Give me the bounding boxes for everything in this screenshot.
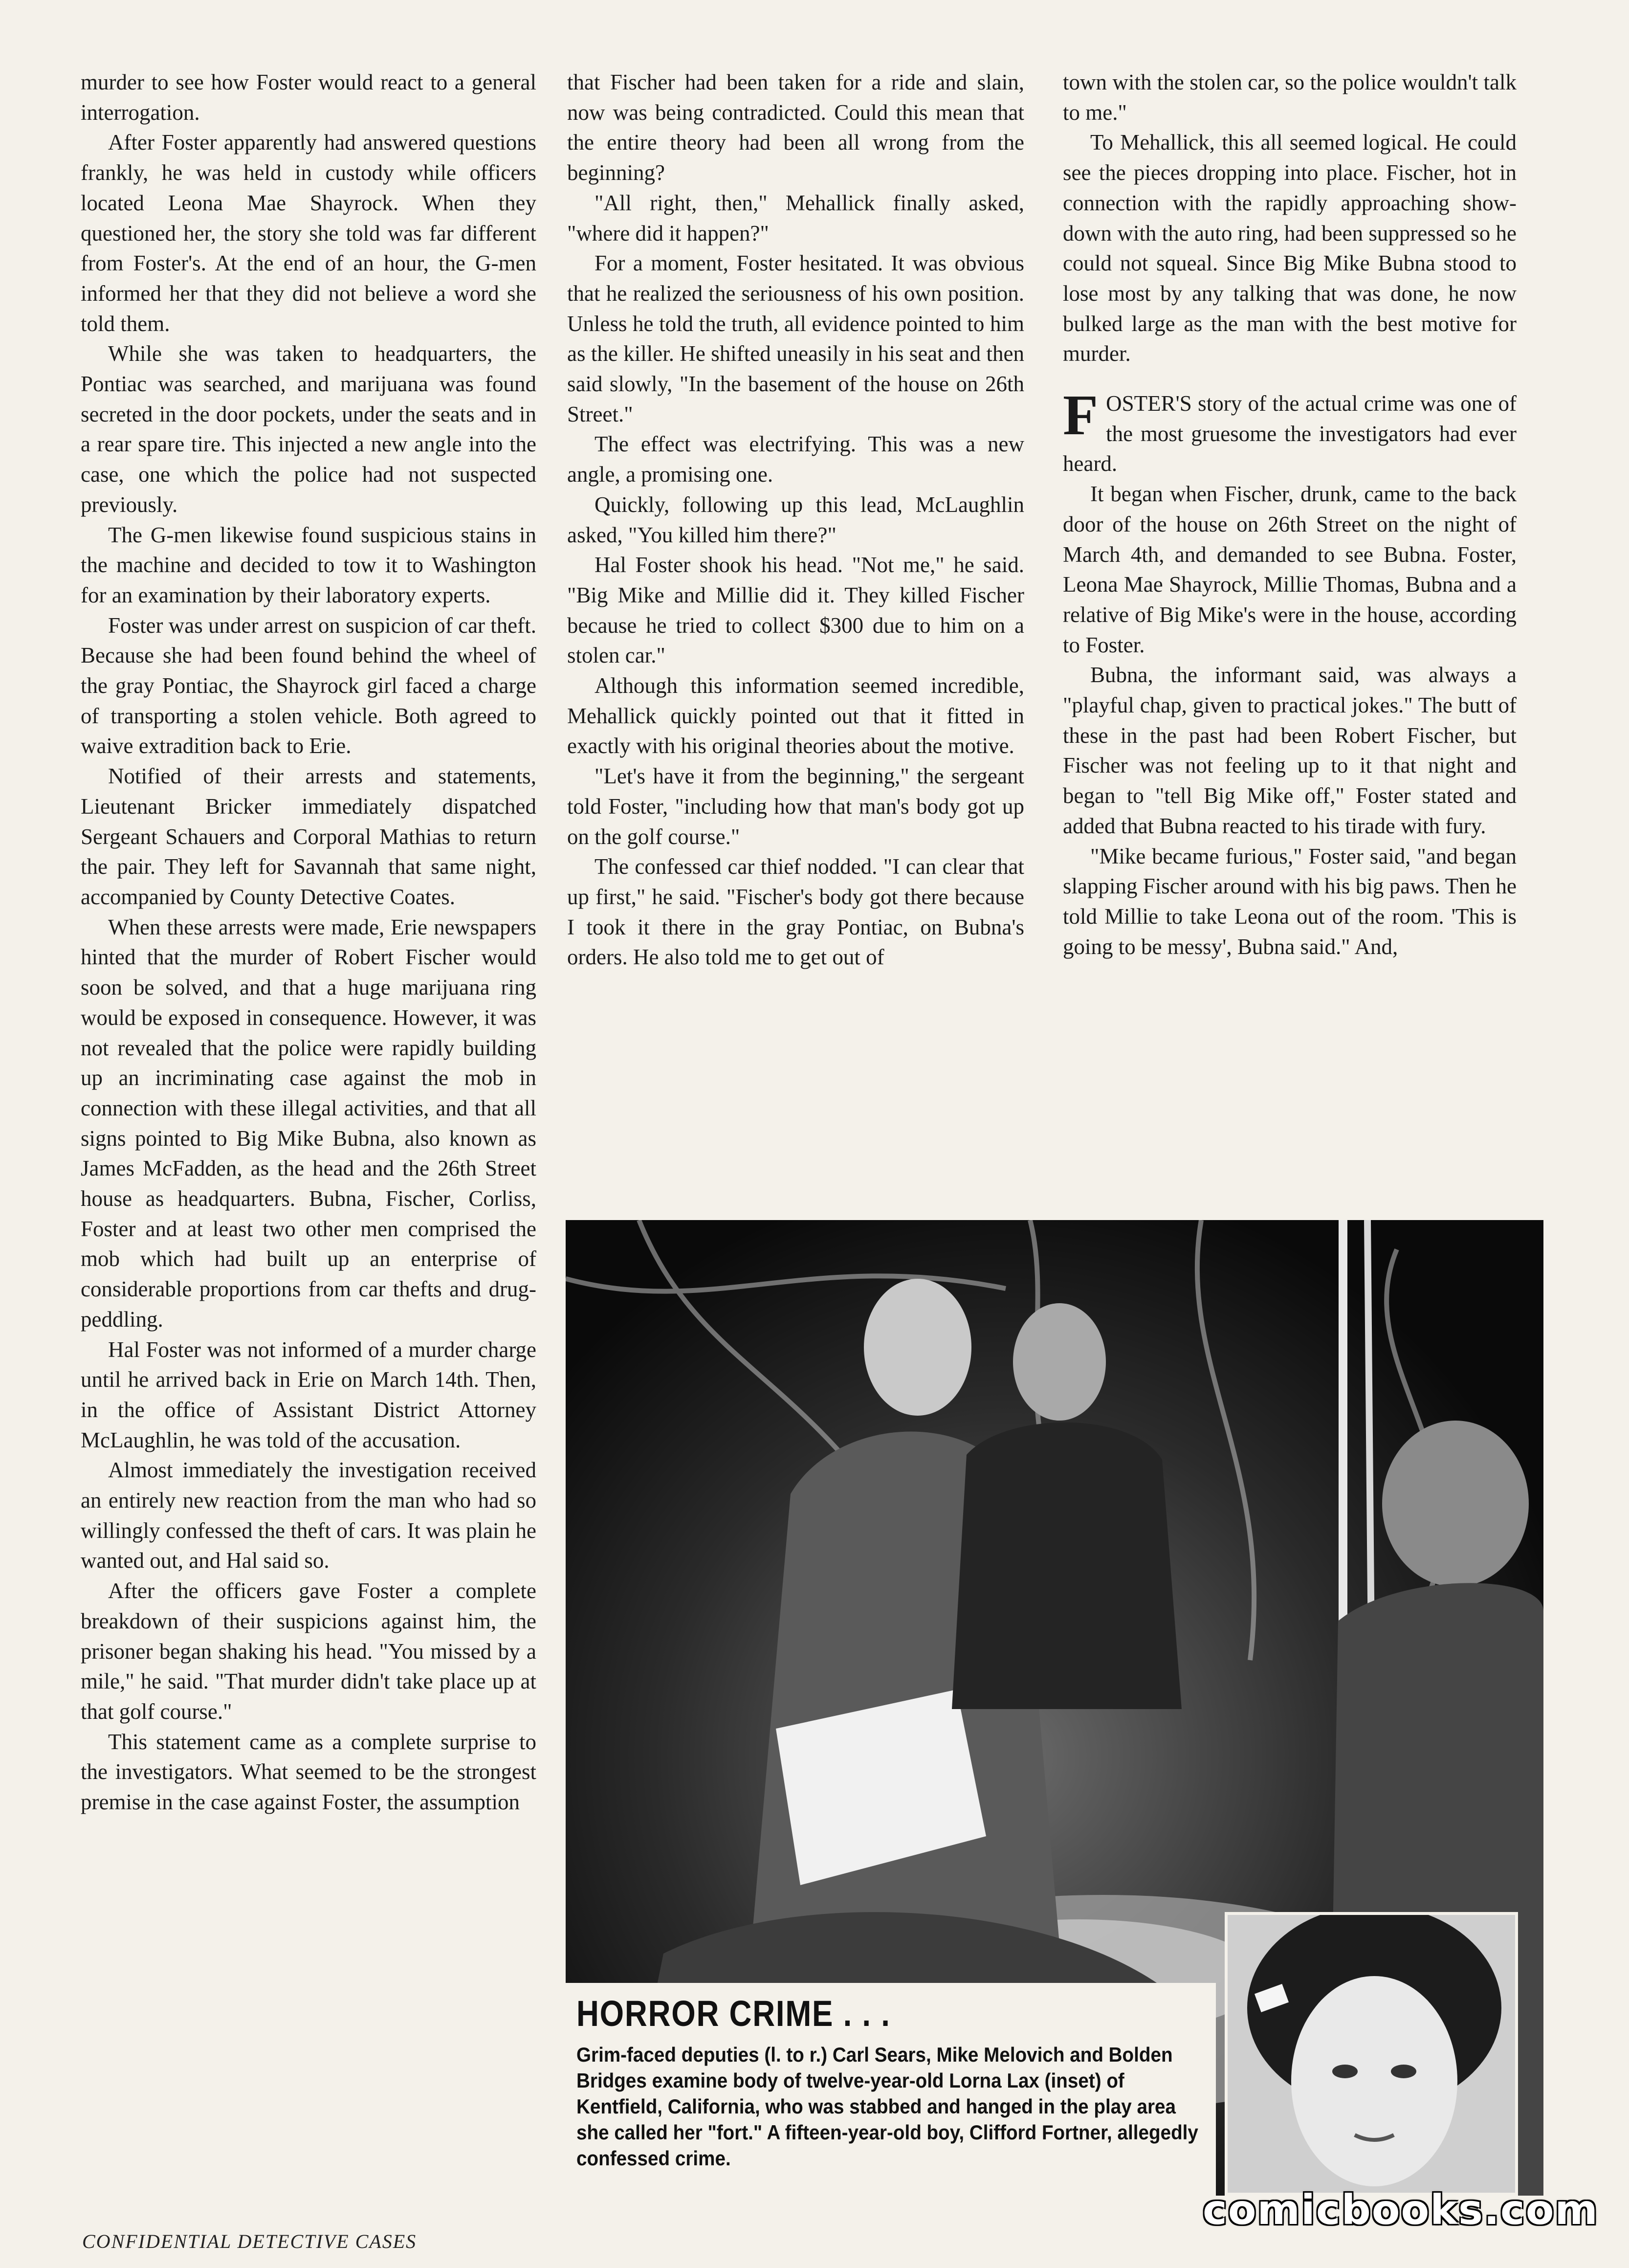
photo-caption-box bbox=[566, 1983, 1216, 2196]
paragraph: Bubna, the informant said, was always a "playful chap, given to practical jokes." The butt of these in the past had been Robert Fischer, but Fischer was not feeling up to it that night and began to "tell Big Mike off," Foster stated and added that Bubna reacted to his tirade with fury. bbox=[1063, 663, 1517, 838]
paragraph: The G-men likewise found suspicious stains in the machine and decided to tow it to Washington for an examination by their laboratory experts. bbox=[81, 522, 536, 607]
caption-text: Grim-faced deputies (l. to r.) Carl Sears, Mike Melovich and Bolden Bridges examine body of twelve-year-old Lorna Lax (inset) of Kentfield, California, who was stabbed and hanged in the play area she called her "fort." A fifteen-year-old boy, Clifford Fortner, allegedly confessed crime. bbox=[576, 2043, 1198, 2170]
paragraph: This statement came as a complete surprise to the investigators. What seemed to be the strongest premise in the case against Foster, the assumption bbox=[81, 1729, 536, 1815]
article-column-1 bbox=[81, 67, 536, 1818]
portrait-illustration bbox=[1228, 1915, 1515, 2193]
paragraph: "Let's have it from the beginning," the sergeant told Foster, "including how that man's body got up on the golf course." bbox=[567, 764, 1024, 849]
paragraph-text: story of the actual crime was one of the most gruesome the investigators had ever heard. bbox=[1063, 391, 1517, 476]
article-column-3 bbox=[1063, 67, 1517, 1153]
paragraph: Almost immediately the investigation received an entirely new reaction from the man who had so willingly confessed the theft of cars. It was plain he wanted out, and Hal said so. bbox=[81, 1458, 536, 1573]
paragraph: Although this information seemed incredible, Mehallick quickly pointed out that it fitted in exactly with his original theories about the motive. bbox=[567, 673, 1024, 758]
lead-word: OSTER'S bbox=[1106, 391, 1192, 416]
section-opening-paragraph bbox=[1063, 383, 1517, 479]
paragraph: "All right, then," Mehallick finally asked, "where did it happen?" bbox=[567, 190, 1024, 245]
publication-footer: CONFIDENTIAL DETECTIVE CASES bbox=[82, 2230, 417, 2252]
paragraph: that Fischer had been taken for a ride and slain, now was being contradicted. Could this mean that the entire theory had been all wrong from the beginning? bbox=[567, 70, 1024, 185]
paragraph: While she was taken to headquarters, the Pontiac was searched, and marijuana was found secreted in the door pockets, under the seats and in a rear spare tire. This injected a new angle into the case, one which the police had not suspected previously. bbox=[81, 341, 536, 517]
article-column-2 bbox=[567, 67, 1024, 1153]
paragraph: After the officers gave Foster a complete breakdown of their suspicions against him, the prisoner began shaking his head. "You missed by a mile," he said. "That murder didn't take place up at that golf course." bbox=[81, 1579, 536, 1724]
paragraph: Foster was under arrest on suspicion of car theft. Because she had been found behind the wheel of the gray Pontiac, the Shayrock girl faced a charge of transporting a stolen vehicle. Both agreed to waive extradition back to Erie. bbox=[81, 613, 537, 758]
paragraph: For a moment, Foster hesitated. It was obvious that he realized the seriousness of his own position. Unless he told the truth, all evidence pointed to him as the killer. He shifted uneasily in his seat and then said slowly, "In the basement of the house on 26th Street." bbox=[567, 251, 1024, 426]
paragraph: town with the stolen car, so the police wouldn't talk to me." bbox=[1063, 70, 1517, 125]
paragraph: Hal Foster shook his head. "Not me," he said. "Big Mike and Millie did it. They killed Fischer because he tried to collect $300 due to him on a stolen car." bbox=[567, 553, 1024, 668]
paragraph: It began when Fischer, drunk, came to the back door of the house on 26th Street on the night of March 4th, and demanded to see Bubna. Foster, Leona Mae Shayrock, Millie Thomas, Bubna and a relative of Big Mike's were in the house, according to Foster. bbox=[1063, 482, 1517, 657]
paragraph: murder to see how Foster would react to a general interrogation. bbox=[81, 70, 536, 125]
paragraph: Hal Foster was not informed of a murder charge until he arrived back in Erie on March 14th. Then, in the office of Assistant District Attorney McLaughlin, he was told of the accusation. bbox=[81, 1337, 536, 1452]
paragraph: When these arrests were made, Erie newspapers hinted that the murder of Robert Fischer would soon be solved, and that a huge marijuana ring would be exposed in consequence. However, it was not revealed that the police were rapidly building up an incriminating case against the mob in connection with these illegal activities, and that all signs pointed to Big Mike Bubna, also known as James McFadden, as the head and the 26th Street house as headquarters. Bubna, Fischer, Corliss, Foster and at least two other men comprised the mob which had built up an enterprise of considerable proportions from car thefts and drug-peddling. bbox=[81, 914, 536, 1332]
inset-portrait-photo bbox=[1225, 1912, 1518, 2196]
watermark: comicbooks.com bbox=[1203, 2186, 1599, 2234]
caption-title: HORROR CRIME . . . bbox=[576, 1993, 891, 2034]
paragraph: To Mehallick, this all seemed logical. He could see the pieces dropping into place. Fischer, hot in connection with the rapidly approaching show-down with the auto ring, had been suppressed so he could not squeal. Since Big Mike Bubna stood to lose most by any talking that was done, he now bulked large as the man with the best motive for murder. bbox=[1063, 130, 1517, 366]
paragraph: After Foster apparently had answered questions frankly, he was held in custody while officers located Leona Mae Shayrock. When they questioned her, the story she told was far different from Foster's. At the end of an hour, the G-men informed her that they did not believe a word she told them. bbox=[81, 130, 536, 336]
paragraph: The effect was electrifying. This was a new angle, a promising one. bbox=[567, 432, 1024, 487]
paragraph: Quickly, following up this lead, McLaughlin asked, "You killed him there?" bbox=[567, 492, 1024, 547]
paragraph: Notified of their arrests and statements, Lieutenant Bricker immediately dispatched Sergeant Schauers and Corporal Mathias to return the pair. They left for Savannah that same night, accompanied by County Detective Coates. bbox=[81, 764, 536, 909]
paragraph: The confessed car thief nodded. "I can clear that up first," he said. "Fischer's body got there because I took it there in the gray Pontiac, on Bubna's orders. He also told me to get out of bbox=[567, 854, 1024, 970]
paragraph: "Mike became furious," Foster said, "and began slapping Fischer around with his big paws. Then he told Millie to take Leona out of the room. 'This is going to be messy', Bubna said." And, bbox=[1063, 844, 1517, 959]
drop-cap: F bbox=[1063, 383, 1099, 447]
